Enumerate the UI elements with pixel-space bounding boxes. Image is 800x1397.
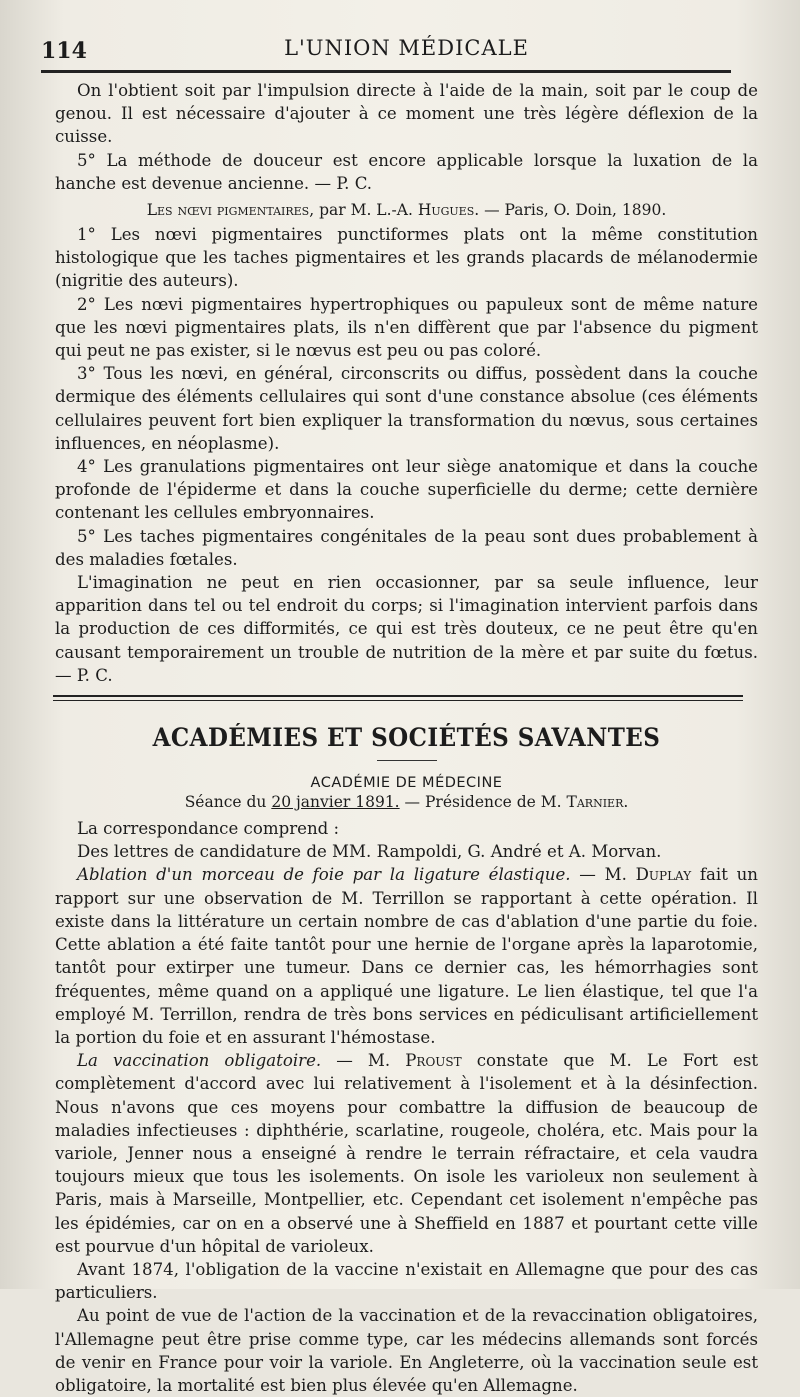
review-publisher: — Paris, O. Doin, 1890. xyxy=(484,201,667,220)
ablation-title: Ablation d'un morceau de foie par la ligature élastique. xyxy=(77,865,571,885)
seance-line xyxy=(55,793,758,811)
academy-heading: ACADÉMIE DE MÉDECINE xyxy=(310,775,503,792)
vaccination-title: La vaccination obligatoire. xyxy=(77,1051,322,1071)
seance-presidence: — Présidence de M. xyxy=(404,793,562,812)
avant-1874-paragraph: Avant 1874, l'obligation de la vaccine n'existait en Allemagne que pour des cas particuliers. xyxy=(55,1259,758,1303)
lettres-line: Des lettres de candidature de MM. Rampoldi, G. André et A. Morvan. xyxy=(77,842,662,862)
point-de-vue-paragraph: Au point de vue de l'action de la vaccination et de la revaccination obligatoires, l'Allemagne peut être prise comme type, car les médecins allemands sont forcés de venir en France pour voir la variole. En Angleterre, où la vaccination seule est obligatoire, la mortalité est bien plus élevée qu'en Allemagne. xyxy=(55,1306,758,1395)
section-divider xyxy=(53,695,743,701)
vaccination-speaker: Proust xyxy=(405,1051,462,1071)
correspondance-line: La correspondance comprend : xyxy=(77,819,340,839)
section-title: ACADÉMIES ET SOCIÉTÉS SAVANTES xyxy=(152,723,661,753)
president-name: Tarnier. xyxy=(566,793,629,812)
header-rule xyxy=(41,70,731,73)
vaccination-text: constate que M. Le Fort est complètement d'accord avec lui relativement à l'isolement et à la désinfection. Nous n'avons que ces moyens pour combattre la diffusion de beaucoup de maladies infectieuses : diphthérie, scarlatine, rougeole, choléra, etc. Mais pour la variole, Jenner nous a enseigné à rendre le terrain réfractaire, et cela vaudra toujours mieux que tous les isolements. On isole les varioleux non seulement à Paris, mais à Marseille, Montpellier, etc. Cependant cet isolement n'empêche pas les épidémies, car on en a observé une à Sheffield en 1887 et pourtant cette ville est pourvue d'un hôpital de varioleux. xyxy=(55,1051,759,1256)
ablation-paragraph xyxy=(55,863,758,1049)
seance-date: 20 janvier 1891. xyxy=(271,793,400,812)
review-author-prefix: par M. L.-A. xyxy=(319,201,413,220)
vaccination-paragraph xyxy=(55,1049,758,1258)
running-head xyxy=(41,32,758,66)
review-author: Hugues. xyxy=(417,201,480,220)
vaccination-speaker-prefix: — M. xyxy=(336,1051,391,1071)
review-point-4: 4° Les granulations pigmentaires ont leur siège anatomique et dans la couche profonde de l'épiderme et dans la couche superficielle du derme; cette dernière contenant les cellules embryonnaires. xyxy=(55,457,758,523)
review-title: nœvi pigmentaires, xyxy=(177,201,315,220)
review-point-2: 2° Les nœvi pigmentaires hypertrophiques ou papuleux sont de même nature que les nœvi pigmentaires plats, ils n'en diffèrent que par l'absence du pigment qui peut ne pas exister, si le nœvus est peu ou pas coloré. xyxy=(55,294,758,361)
page-number: 114 xyxy=(41,38,87,64)
seance-prefix: Séance du xyxy=(184,793,267,812)
review-point-1: 1° Les nœvi pigmentaires punctiformes plats ont la même constitution histologique que les taches pigmentaires et les grands placards de mélanodermie (nigritie des auteurs). xyxy=(55,225,758,291)
paragraph-methode-douceur: 5° La méthode de douceur est encore applicable lorsque la luxation de la hanche est devenue ancienne. — P. C. xyxy=(55,150,758,193)
title-underline xyxy=(377,760,437,761)
review-point-3: 3° Tous les nœvi, en général, circonscrits ou diffus, possèdent dans la couche dermique des éléments cellulaires qui sont d'une constance absolue (ces éléments cellulaires peuvent fort bien expliquer la transformation du nœvus, sous certaines influences, en néoplasme). xyxy=(55,364,758,453)
ablation-text: fait un rapport sur une observation de M. Terrillon se rapportant à cette opération. Il existe dans la littérature un certain nombre de cas d'ablation d'une partie du foie. Cette ablation a été faite tantôt pour une hernie de l'organe après la laparotomie, tantôt pour extirper une tumeur. Dans ce dernier cas, les hémorrhagies sont fréquentes, même quand on a appliqué une ligature. Le lien élastique, tel que l'a employé M. Terrillon, rendra de très bons services en pédiculisant artificiellement la portion du foie et en assurant l'hémostase. xyxy=(55,865,758,1047)
review-closing: L'imagination ne peut en rien occasionner, par sa seule influence, leur apparition dans tel ou tel endroit du corps; si l'imagination intervient parfois dans la production de ces difformités, ce qui est très douteux, ce ne peut être qu'en causant temporairement un trouble de nutrition de la mère et par suite du fœtus. — P. C. xyxy=(55,573,758,685)
journal-title: L'UNION MÉDICALE xyxy=(284,36,529,60)
paragraph-impulsion: On l'obtient soit par l'impulsion directe à l'aide de la main, soit par le coup de genou. Il est nécessaire d'ajouter à ce moment une très légère déflexion de la cuisse. xyxy=(55,81,758,147)
ablation-speaker: Duplay xyxy=(635,865,692,885)
review-title-prefix: Les xyxy=(146,201,173,220)
ablation-speaker-prefix: — M. xyxy=(579,865,627,885)
review-point-5: 5° Les taches pigmentaires congénitales de la peau sont dues probablement à des maladies fœtales. xyxy=(55,526,758,569)
review-heading xyxy=(55,201,758,219)
